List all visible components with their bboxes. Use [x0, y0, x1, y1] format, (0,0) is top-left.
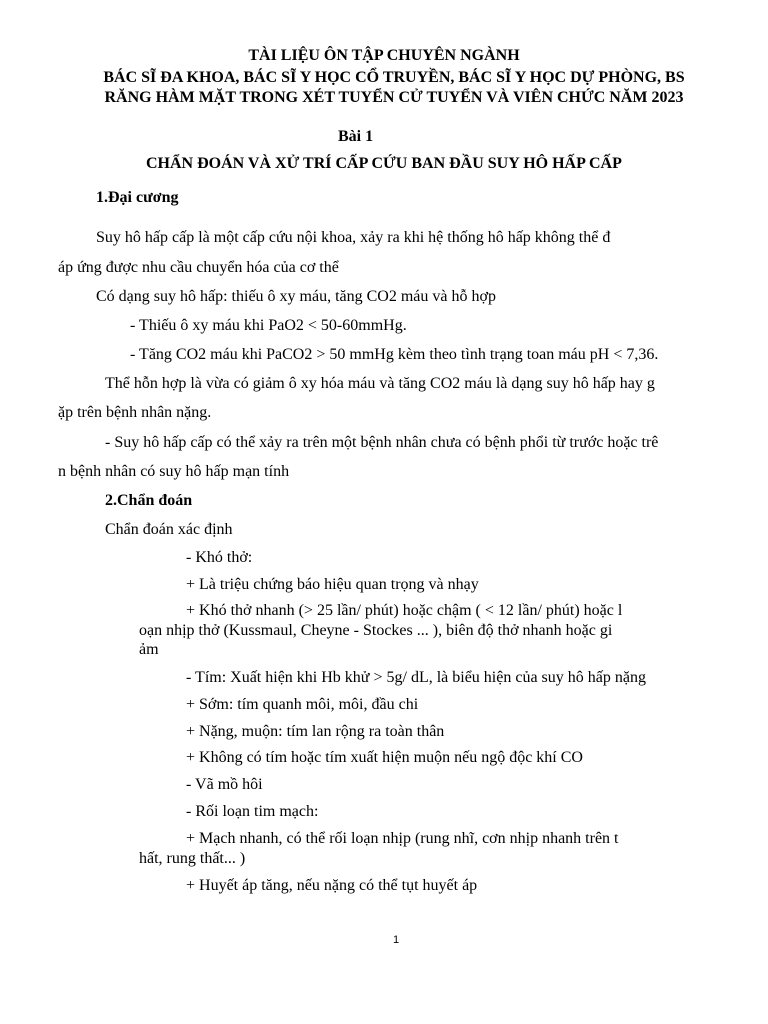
list-item: - Khó thở:: [186, 549, 253, 566]
list-item: + Huyết áp tăng, nếu nặng có thể tụt huyết áp: [186, 877, 478, 894]
paragraph-line: - Suy hô hấp cấp có thể xảy ra trên một bệnh nhân chưa có bệnh phổi từ trước hoặc trê: [105, 434, 659, 451]
list-item: + Sớm: tím quanh môi, môi, đầu chi: [186, 696, 419, 713]
list-item: - Vã mồ hôi: [186, 776, 263, 793]
list-item-continuation: hất, rung thất... ): [139, 850, 246, 867]
paragraph-line: áp ứng được nhu cầu chuyển hóa của cơ thể: [58, 259, 339, 276]
list-item: + Không có tím hoặc tím xuất hiện muộn nếu ngộ độc khí CO: [186, 749, 583, 766]
list-item-continuation: ảm: [139, 641, 159, 658]
list-item: - Thiếu ô xy máu khi PaO2 < 50-60mmHg.: [130, 317, 407, 334]
list-item-continuation: oạn nhịp thở (Kussmaul, Cheyne - Stockes ... ), biên độ thở nhanh hoặc gi: [139, 622, 613, 639]
document-title-line-2: BÁC SĨ ĐA KHOA, BÁC SĨ Y HỌC CỔ TRUYỀN, BÁC SĨ Y HỌC DỰ PHÒNG, BS: [103, 69, 685, 86]
paragraph-line: Suy hô hấp cấp là một cấp cứu nội khoa, xảy ra khi hệ thống hô hấp không thể đ: [96, 229, 611, 246]
document-title-line-1: TÀI LIỆU ÔN TẬP CHUYÊN NGÀNH: [248, 47, 520, 64]
list-item: + Mạch nhanh, có thể rối loạn nhịp (rung nhĩ, cơn nhịp nhanh trên t: [186, 830, 619, 847]
lesson-number: Bài 1: [338, 128, 374, 145]
list-item: - Tím: Xuất hiện khi Hb khử > 5g/ dL, là biểu hiện của suy hô hấp nặng: [186, 669, 646, 686]
paragraph-line: n bệnh nhân có suy hô hấp mạn tính: [58, 463, 290, 480]
list-item: + Khó thở nhanh (> 25 lần/ phút) hoặc chậm ( < 12 lần/ phút) hoặc l: [186, 602, 623, 619]
list-item: + Là triệu chứng báo hiệu quan trọng và nhạy: [186, 576, 479, 593]
list-item: - Rối loạn tim mạch:: [186, 803, 319, 820]
paragraph-line: Có dạng suy hô hấp: thiếu ô xy máu, tăng CO2 máu và hỗ hợp: [96, 288, 496, 305]
paragraph-line: Chẩn đoán xác định: [105, 521, 233, 538]
section-heading-general: 1.Đại cương: [96, 189, 179, 206]
lesson-title: CHẨN ĐOÁN VÀ XỬ TRÍ CẤP CỨU BAN ĐẦU SUY HÔ HẤP CẤP: [146, 155, 622, 172]
page-number: 1: [392, 934, 400, 946]
paragraph-line: Thể hỗn hợp là vừa có giảm ô xy hóa máu và tăng CO2 máu là dạng suy hô hấp hay g: [105, 375, 655, 392]
list-item: - Tăng CO2 máu khi PaCO2 > 50 mmHg kèm theo tình trạng toan máu pH < 7,36.: [130, 346, 659, 363]
section-heading-diagnosis: 2.Chẩn đoán: [105, 492, 193, 509]
paragraph-line: ặp trên bệnh nhân nặng.: [58, 404, 212, 421]
document-title-line-3: RĂNG HÀM MẶT TRONG XÉT TUYỂN CỬ TUYỂN VÀ VIÊN CHỨC NĂM 2023: [104, 89, 684, 106]
list-item: + Nặng, muộn: tím lan rộng ra toàn thân: [186, 723, 445, 740]
